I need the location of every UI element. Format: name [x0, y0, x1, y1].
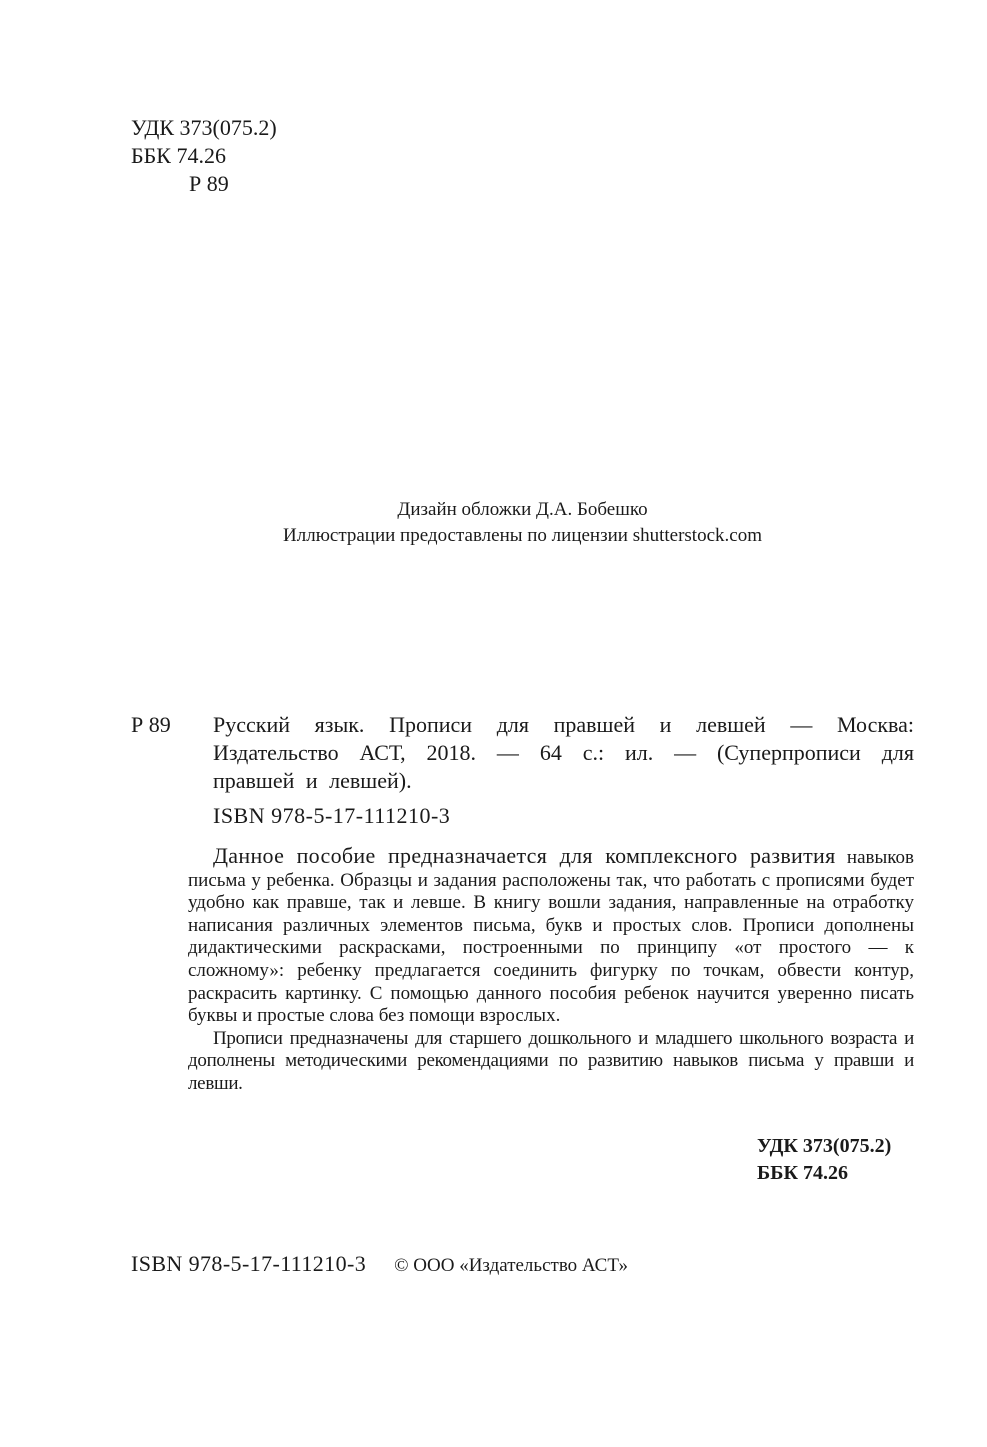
illustrations-credit: Иллюстрации предоставлены по лицензии shutterstock.com: [283, 525, 762, 546]
record-description: [213, 711, 914, 795]
credits-block: [0, 497, 987, 549]
bbk-code-bold: ББК 74.26: [757, 1162, 848, 1184]
record-isbn: ISBN 978-5-17-111210-3: [213, 803, 451, 828]
record-author-mark: Р 89: [131, 712, 171, 737]
udk-code-bold: УДК 373(075.2): [757, 1135, 892, 1157]
classification-bold-block: [757, 1133, 891, 1187]
udk-code: УДК 373(075.2): [131, 115, 277, 140]
annotation-body: навыков письма у ребенка. Образцы и задания расположены так, что работать с прописями будет удобно как правше, так и левше. В книгу вошли задания, направленные на отработку написания различных элементов письма, букв и простых слов. Прописи дополнены дидактическими раскрасками, построенными по принципу «от простого — к сложному»: ребенку предлагается соединить фигурку по точкам, обвести контур, раскрасить картинку. С помощью данного пособия ребенок научится уверенно писать буквы и простые слова без помощи взрослых.: [188, 847, 914, 1027]
copyright-notice: © ООО «Издательство АСТ»: [394, 1255, 628, 1276]
classification-block: [131, 114, 277, 198]
footer: [131, 1251, 628, 1277]
annotation: [188, 845, 914, 1096]
cover-design-credit: Дизайн обложки Д.А. Бобешко: [397, 499, 648, 520]
footer-isbn: ISBN 978-5-17-111210-3: [131, 1251, 367, 1276]
annotation-lead: Данное пособие предназначается для комплексного развития: [213, 843, 836, 868]
annotation-paragraph-1: [188, 845, 914, 1028]
bibliographic-record: [131, 711, 914, 795]
annotation-paragraph-2: Прописи предназначены для старшего дошкольного и младшего школьного возраста и дополнены методическими рекомендациями по развитию навыков письма у правши и левши.: [188, 1027, 914, 1094]
record-description-text: Русский язык. Прописи для правшей и левшей — Москва: Издательство АСТ, 2018. — 64 с.: ил. — (Суперпрописи для правшей и левшей).: [213, 712, 914, 793]
author-mark: Р 89: [189, 171, 229, 196]
bbk-code: ББК 74.26: [131, 143, 226, 168]
